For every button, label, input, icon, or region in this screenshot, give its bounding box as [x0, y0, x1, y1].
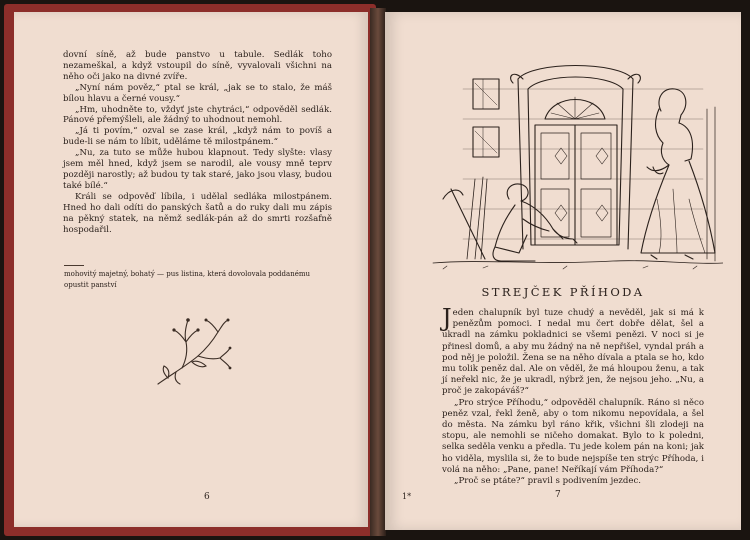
- paragraph: „Nyní nám pověz,“ ptal se král, „jak se to stalo, že máš bílou hlavu a černé vousy.“: [63, 82, 332, 104]
- footnote: mohovitý majetný, bohatý — pus listina, která dovolovala poddanému opustit panství: [64, 270, 310, 289]
- drop-cap: J: [442, 304, 452, 332]
- paragraph: „Já ti povím,“ ozval se zase král, „když nám to povíš a bude-li se nám to líbit, uděláme tě milostpánem.“: [63, 126, 332, 148]
- right-page: [385, 12, 741, 530]
- paragraph: Králi se odpověď líbila, i udělal sedláka milostpánem. Hned ho dali odíti do panských šatů a do ruky dali mu zápis na pěkný statek, na němž sedlák-pán až do smrti rozšafně hospodařil.: [63, 191, 332, 235]
- page-number: 7: [555, 490, 561, 500]
- paragraph: „Nu, za tuto se může hubou klapnout. Tedy slyšte: vlasy jsem měl hned, když jsem se narodil, ale vousy mně teprv později narostly; až budou ty tak staré, jako jsou vlasy, budou také bílé.“: [63, 148, 332, 191]
- paragraph: dovní síně, až bude panstvo u tabule. Sedlák toho nezameškal, a když vstoupil do síně, vyvalovali všichni na něho oči jako na divné zvíře.: [63, 50, 332, 82]
- paragraph: „Pro strýce Příhodu,“ odpověděl chalupník. Ráno si něco peněz vzal, řekl ženě, aby o tom nikomu nepovídala, a šel do města. Na zámku byl ráno křik, všichni šli zlodeji na stopu, ale nemohli se ničeho domakat. Bylo to k poledni, selka seděla venku a předla. Tu jede kolem pán na koni; jak ho viděla, myslila si, že to bude nejspíše ten strýc Příhoda, i volá na něho: „Pane, pane! Neříkají vám Příhoda?“: [442, 397, 704, 475]
- story-title: STREJČEK PŘÍHODA: [481, 285, 645, 299]
- paragraph-text: eden chalupník byl tuze chudý a nevěděl, jak si má k penězům pomoci. I nedal mu čert dobře dělat, šel a ukradl na zámku pokladnici se všemi penězi. V noci si je přinesl domů, a aby mu žádný na ně nepřišel, vyndal práh a pod něj je položil. Žena se na něho dívala a ptala se ho, kdo mu tolik peněz dal. Ale on věděl, že má hloupou ženu, a tak jí neřekl nic, že je ukradl, nýbrž jen, že nejsou jeho. „Nu, a proč je zakopáváš?“: [442, 308, 704, 397]
- book-gutter: [370, 8, 386, 536]
- page-number: 6: [204, 492, 210, 502]
- left-page: [14, 12, 368, 527]
- left-page-text: [63, 50, 332, 235]
- flower-sprig-illustration: [152, 312, 232, 392]
- story-text: [442, 304, 704, 487]
- footnote-rule: [64, 265, 84, 266]
- signature-mark: 1*: [402, 492, 412, 501]
- story-header-illustration: [423, 49, 723, 274]
- paragraph: „Proč se ptáte?“ pravil s podivením jezdec.: [454, 476, 642, 487]
- paragraph: „Hm, uhodněte to, vždyť jste chytráci,“ odpověděl sedlák. Pánové přemýšleli, ale žádný to uhodnout nemohl.: [63, 104, 332, 126]
- paragraph: [442, 304, 704, 398]
